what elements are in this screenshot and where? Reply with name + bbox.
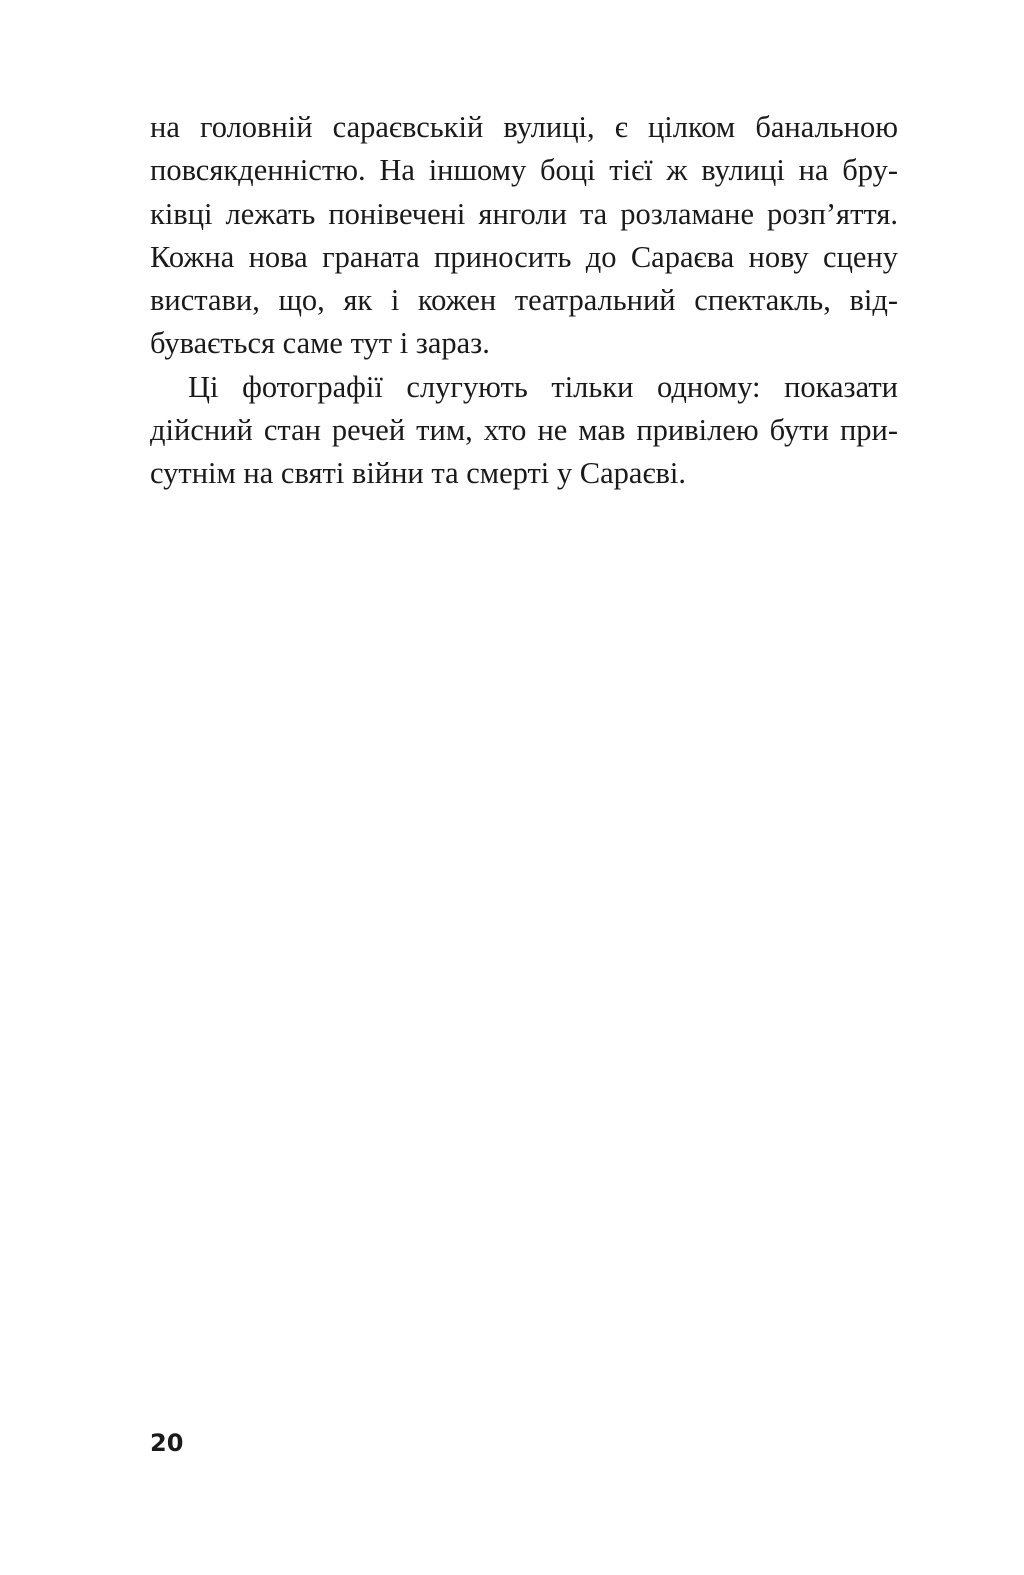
page-number: 20: [150, 1429, 184, 1457]
text-line: Кожна нова граната приносить до Сараєва нову сцену: [150, 239, 898, 274]
text-line: повсякденністю. На іншому боці тієї ж вулиці на бру-: [150, 153, 898, 188]
text-line: ківці лежать понівечені янголи та розламане розп’яття.: [150, 196, 898, 231]
paragraph-2: [150, 366, 898, 496]
paragraph-1: [150, 106, 898, 366]
text-line: на головній сараєвській вулиці, є цілком банальною: [150, 110, 898, 144]
text-line: дійсний стан речей тим, хто не мав привілею бути при-: [150, 413, 898, 448]
text-line: Ці фотографії слугують тільки одному: показати: [188, 369, 898, 404]
text-line: бувається саме тут і зараз.: [150, 326, 490, 361]
text-line: вистави, що, як і кожен театральний спектакль, від-: [150, 283, 898, 318]
body-text: [150, 106, 898, 496]
text-line: сутнім на святі війни та смерті у Сараєві.: [150, 456, 687, 491]
